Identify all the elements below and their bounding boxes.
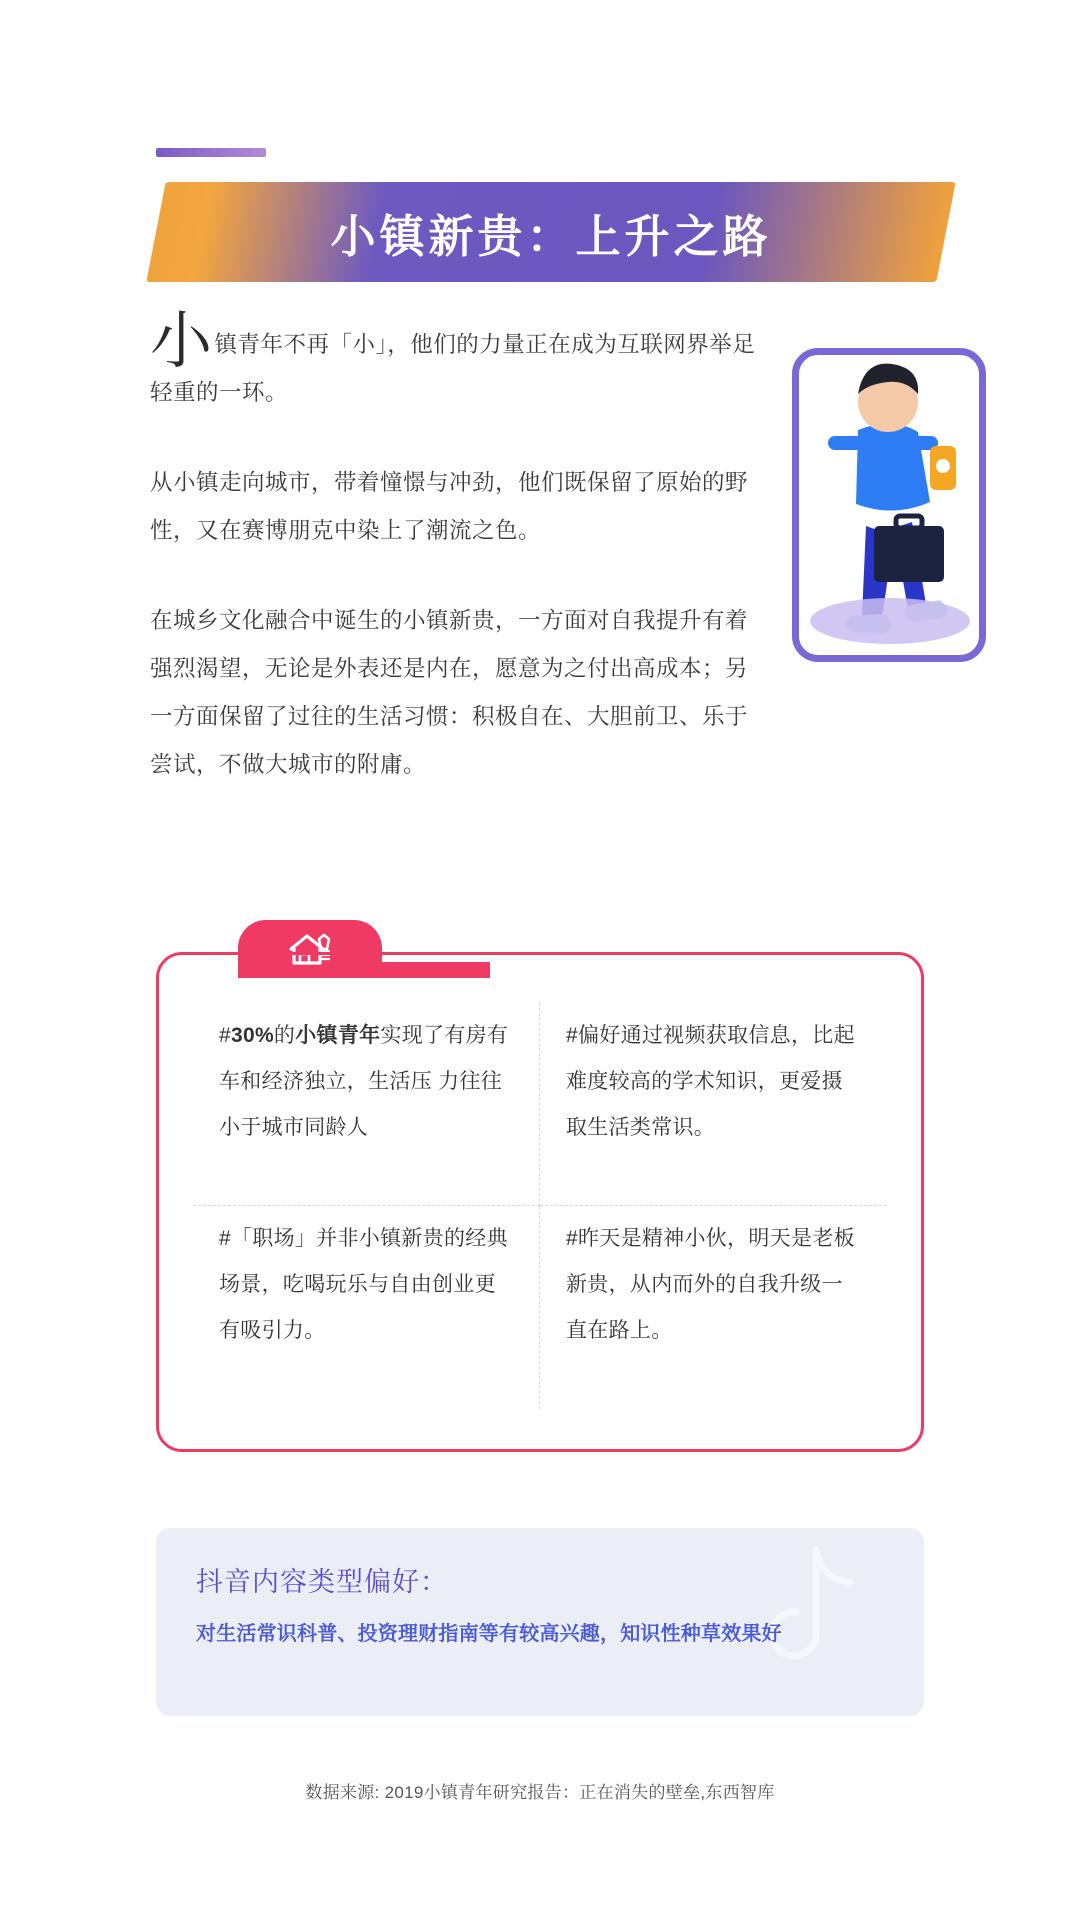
intro-paragraph-2: 从小镇走向城市，带着憧憬与冲劲，他们既保留了原始的野性，又在赛博朋克中染上了潮流之色。 xyxy=(150,470,749,543)
page-title: 小镇新贵：上升之路 xyxy=(330,210,772,262)
panel-title: 抖音内容类型偏好： xyxy=(196,1567,448,1597)
highlight-1-bold-1: 30% xyxy=(230,1024,274,1047)
panel-body: 对生活常识科普、投资理财指南等有较高兴趣，知识性种草效果好 xyxy=(196,1623,782,1645)
intro-paragraph-1 xyxy=(150,307,770,417)
highlight-1-prefix: # xyxy=(219,1024,231,1047)
highlight-cell-1 xyxy=(193,1003,540,1206)
highlight-cell-3: #「职场」并非小镇新贵的经典场景，吃喝玩乐与自由创业更有吸引力。 xyxy=(193,1206,540,1409)
highlight-1-mid: 的 xyxy=(273,1024,296,1047)
intro-text xyxy=(150,307,770,831)
highlight-1-rest: 实现了有房有车和经济独立，生活压 力往往小于城市同龄人 xyxy=(219,1024,509,1139)
illustration xyxy=(770,330,1000,690)
header-accent-bar xyxy=(156,148,266,157)
figure-shadow xyxy=(810,598,970,644)
highlight-1-bold-2: 小镇青年 xyxy=(295,1024,381,1047)
intro-paragraph-3: 在城乡文化融合中诞生的小镇新贵，一方面对自我提升有着强烈渴望，无论是外表还是内在，愿意为之付出高成本；另一方面保留了过往的生活习惯：积极自在、大胆前卫、乐于尝试，不做大城市的附庸。 xyxy=(150,608,749,777)
highlight-cell-4: #昨天是精神小伙，明天是老板新贵，从内而外的自我升级一直在路上。 xyxy=(566,1227,855,1342)
intro-paragraph-1-rest: 镇青年不再「小」，他们的力量正在成为互联网界举足轻重的一环。 xyxy=(150,332,756,405)
drop-cap: 小 xyxy=(150,307,213,376)
highlight-cell-2: #偏好通过视频获取信息，比起难度较高的学术知识，更爱摄取生活类常识。 xyxy=(540,1003,887,1206)
highlights-card xyxy=(156,952,924,1452)
header xyxy=(156,148,946,288)
preference-panel xyxy=(156,1528,924,1716)
source-note: 数据来源: 2019小镇青年研究报告：正在消失的壁垒,东西智库 xyxy=(305,1783,775,1802)
highlights-grid xyxy=(159,955,921,1449)
